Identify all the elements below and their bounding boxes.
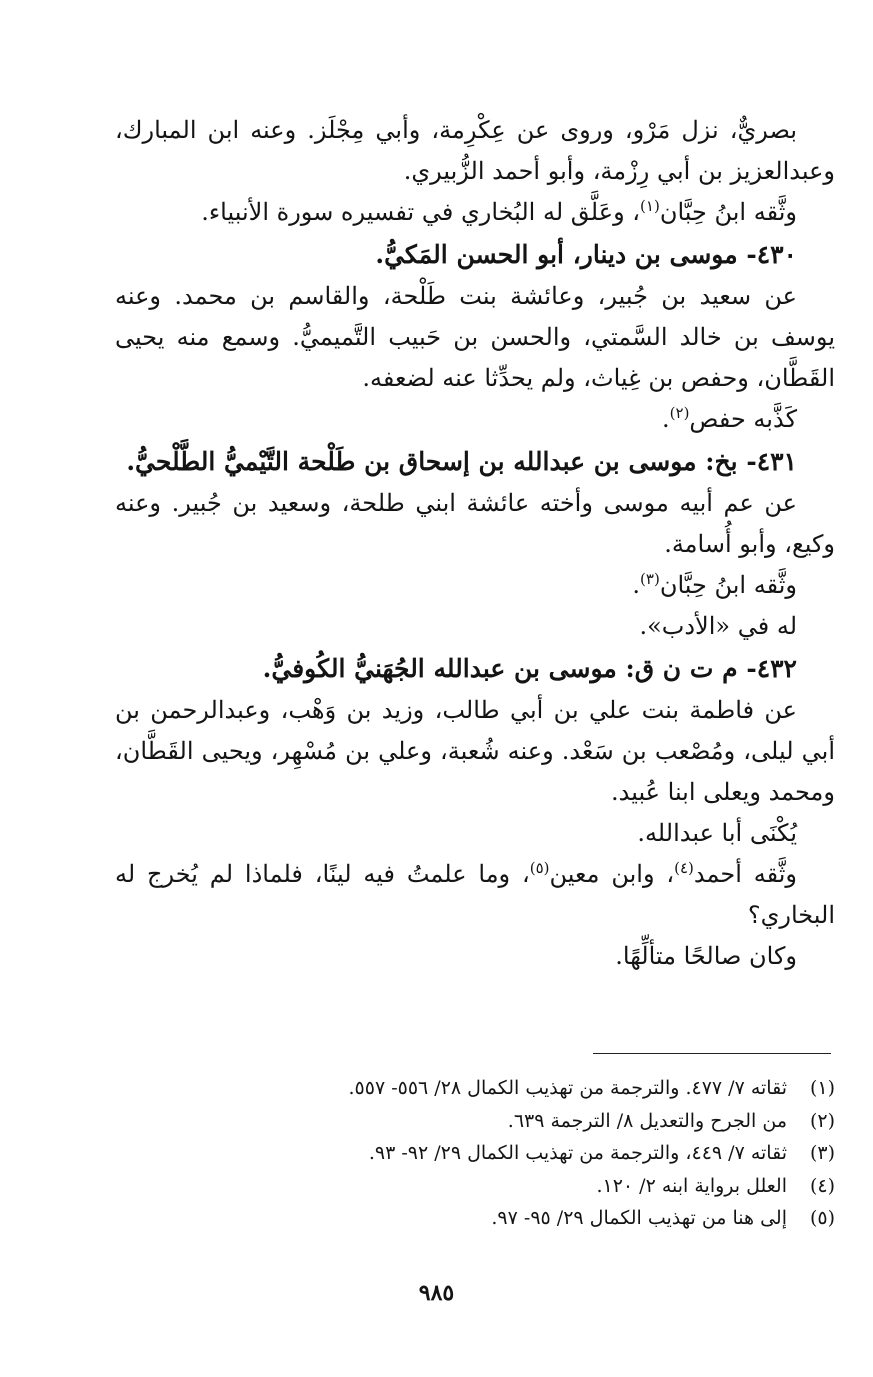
footnote-3 bbox=[235, 1137, 835, 1170]
footnote-2 bbox=[235, 1105, 835, 1138]
footnote-ref-2[interactable]: (٢) bbox=[669, 404, 690, 422]
footnote-text: العلل برواية ابنه ٢/ ١٢٠. bbox=[596, 1174, 787, 1197]
footnotes-section bbox=[235, 1072, 835, 1235]
footnote-4 bbox=[235, 1170, 835, 1203]
footnote-ref-5[interactable]: (٥) bbox=[529, 859, 550, 877]
paragraph-entry-429-tawthiq bbox=[115, 192, 835, 233]
paragraph-entry-432-bio: عن فاطمة بنت علي بن أبي طالب، وزيد بن وَهْب، وعبدالرحمن بن أبي ليلى، ومُصْعب بن سَعْد. وعنه شُعبة، وعلي بن مُسْهِر، ويحيى القَطَّان، ومحمد ويعلى ابنا عُبيد. bbox=[115, 696, 835, 806]
text: وثَّقه ابنُ حِبَّان bbox=[659, 571, 797, 599]
page-body bbox=[115, 110, 835, 977]
entry-heading-430 bbox=[115, 233, 835, 276]
entry-title: موسى بن دينار، أبو الحسن المَكيُّ. bbox=[375, 240, 738, 269]
footnote-ref-4[interactable]: (٤) bbox=[674, 859, 694, 877]
entry-heading-431 bbox=[115, 440, 835, 483]
footnote-number: (٢) bbox=[809, 1109, 835, 1132]
entry-title: بخ: موسى بن عبدالله بن إسحاق بن طَلْحة التَّيْميُّ الطَّلْحيُّ. bbox=[126, 447, 738, 476]
entry-number: ٤٣٠- bbox=[746, 240, 797, 269]
text: وثَّقه ابنُ حِبَّان bbox=[659, 198, 797, 226]
text: وثَّقه أحمد bbox=[693, 860, 798, 888]
paragraph-entry-431-bio: عن عم أبيه موسى وأخته عائشة ابني طلحة، وسعيد بن جُبير. وعنه وكيع، وأبو أُسامة. bbox=[115, 489, 835, 558]
paragraph-entry-431-tawthiq bbox=[115, 565, 835, 606]
paragraph-entry-430-bio: عن سعيد بن جُبير، وعائشة بنت طَلْحة، والقاسم بن محمد. وعنه يوسف بن خالد السَّمتي، والحسن بن حَبيب التَّميميُّ. وسمع منه يحيى القَطَّان، وحفص بن غِياث، ولم يحدِّثا عنه لضعفه. bbox=[115, 282, 835, 392]
footnote-number: (١) bbox=[809, 1077, 835, 1099]
footnote-text: من الجرح والتعديل ٨/ الترجمة ٦٣٩. bbox=[507, 1109, 787, 1132]
entry-number: ٤٣١- bbox=[746, 447, 797, 476]
text: ، وابن معين bbox=[549, 860, 675, 888]
text: ، وما علمتُ فيه لينًا، فلماذا لم يُخرج له البخاري؟ bbox=[115, 860, 835, 929]
entry-number: ٤٣٢- bbox=[746, 654, 797, 683]
entry-title: م ت ن ق: موسى بن عبدالله الجُهَنيُّ الكُوفيُّ. bbox=[262, 654, 738, 683]
footnote-text: ثقاته ٧/ ٤٤٩، والترجمة من تهذيب الكمال ٢٩/ ٩٢- ٩٣. bbox=[368, 1142, 787, 1164]
footnote-1 bbox=[235, 1072, 835, 1105]
paragraph-entry-432-kunya: يُكْنَى أبا عبدالله. bbox=[637, 819, 797, 847]
text: كَذَّبه حفص bbox=[689, 405, 797, 433]
footnote-number: (٤) bbox=[809, 1174, 835, 1197]
paragraph-entry-431-adab: له في «الأدب». bbox=[639, 612, 797, 640]
paragraph-entry-429-bio: بصريٌّ، نزل مَرْو، وروى عن عِكْرِمة، وأبي مِجْلَز. وعنه ابن المبارك، وعبدالعزيز بن أبي رِزْمة، وأبو أحمد الزُّبيري. bbox=[115, 116, 835, 185]
page-number: ٩٨٥ bbox=[418, 1280, 455, 1306]
text: . bbox=[632, 571, 641, 599]
footnote-5 bbox=[235, 1202, 835, 1235]
footnote-text: ثقاته ٧/ ٤٧٧. والترجمة من تهذيب الكمال ٢٨/ ٥٥٦- ٥٥٧. bbox=[348, 1077, 787, 1099]
footnote-number: (٥) bbox=[809, 1207, 835, 1229]
text: ، وعَلَّق له البُخاري في تفسيره سورة الأنبياء. bbox=[201, 198, 641, 226]
text: . bbox=[662, 405, 670, 433]
paragraph-entry-430-jarh bbox=[115, 399, 835, 440]
entry-heading-432 bbox=[115, 647, 835, 690]
footnote-ref-1[interactable]: (١) bbox=[640, 197, 660, 215]
paragraph-entry-432-tawthiq bbox=[115, 854, 835, 936]
footnote-text: إلى هنا من تهذيب الكمال ٢٩/ ٩٥- ٩٧. bbox=[491, 1207, 787, 1229]
footnote-ref-3[interactable]: (٣) bbox=[640, 570, 660, 588]
paragraph-entry-432-salih: وكان صالحًا متألِّهًا. bbox=[615, 942, 797, 970]
footnote-divider bbox=[593, 1053, 831, 1054]
footnote-number: (٣) bbox=[809, 1142, 835, 1164]
